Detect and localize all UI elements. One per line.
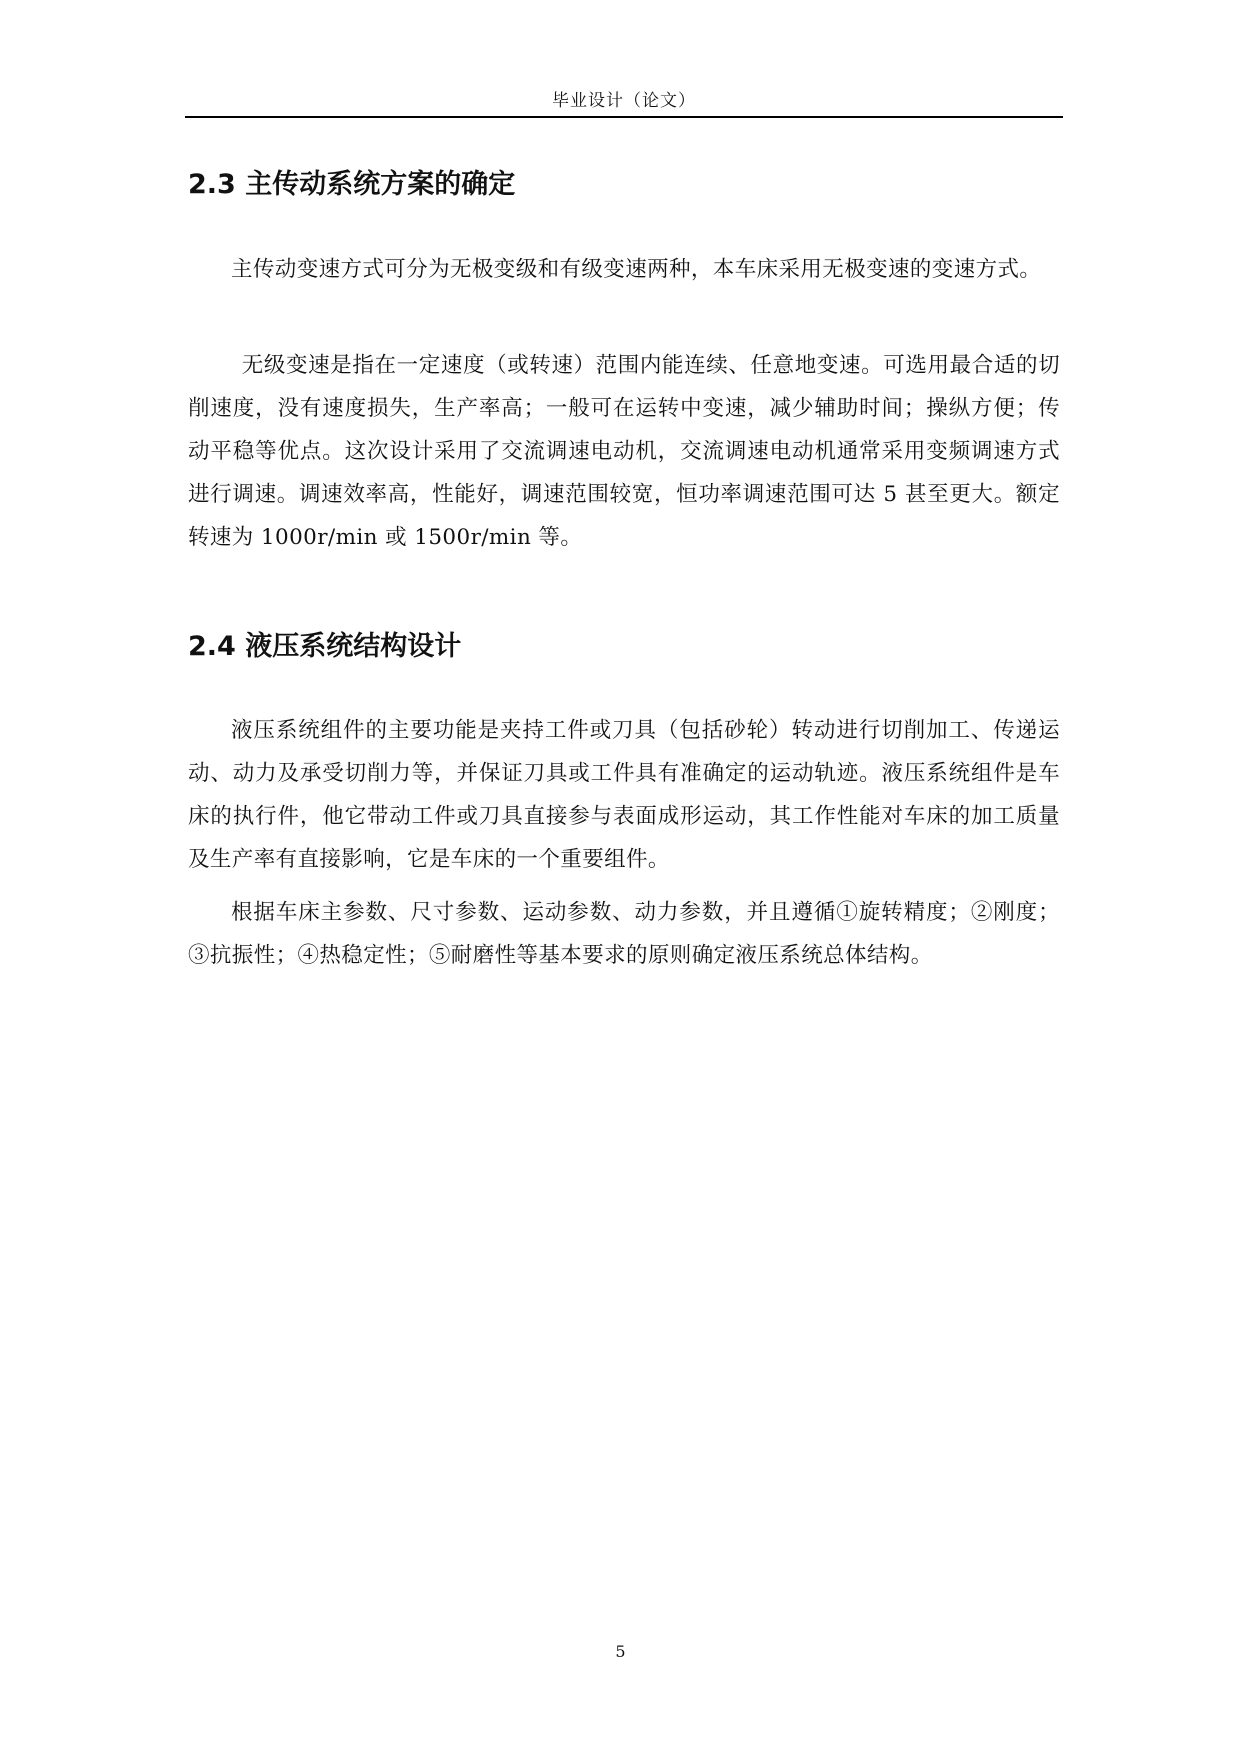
page-number: 5 <box>615 1642 626 1661</box>
section-2-4-paragraph-1: 液压系统组件的主要功能是夹持工件或刀具（包括砂轮）转动进行切削加工、传递运动、动力及承受切削力等，并保证刀具或工件具有准确定的运动轨迹。液压系统组件是车床的执行件，他它带动工件或刀具直接参与表面成形运动，其工作性能对车床的加工质量及生产率有直接影响，它是车床的一个重要组件。 <box>188 718 1060 872</box>
section-heading-2-4: 2.4 液压系统结构设计 <box>188 631 462 662</box>
section-2-3-paragraph-1: 主传动变速方式可分为无极变级和有级变速两种，本车床采用无极变速的变速方式。 <box>231 257 1042 282</box>
page-header-title: 毕业设计（论文） <box>552 91 696 111</box>
section-2-3-paragraph-2: 无级变速是指在一定速度（或转速）范围内能连续、任意地变速。可选用最合适的切削速度，没有速度损失，生产率高；一般可在运转中变速，减少辅助时间；操纵方便；传动平稳等优点。这次设计采用了交流调速电动机，交流调速电动机通常采用变频调速方式进行调速。调速效率高，性能好，调速范围较宽，恒功率调速范围可达 5 甚至更大。额定转速为 1000r/min 或 1500r/min 等。 <box>188 353 1060 550</box>
section-heading-2-3: 2.3 主传动系统方案的确定 <box>188 169 516 200</box>
header-divider <box>185 116 1063 118</box>
section-2-4-paragraph-2: 根据车床主参数、尺寸参数、运动参数、动力参数，并且遵循①旋转精度；②刚度；③抗振性；④热稳定性；⑤耐磨性等基本要求的原则确定液压系统总体结构。 <box>188 900 1060 968</box>
